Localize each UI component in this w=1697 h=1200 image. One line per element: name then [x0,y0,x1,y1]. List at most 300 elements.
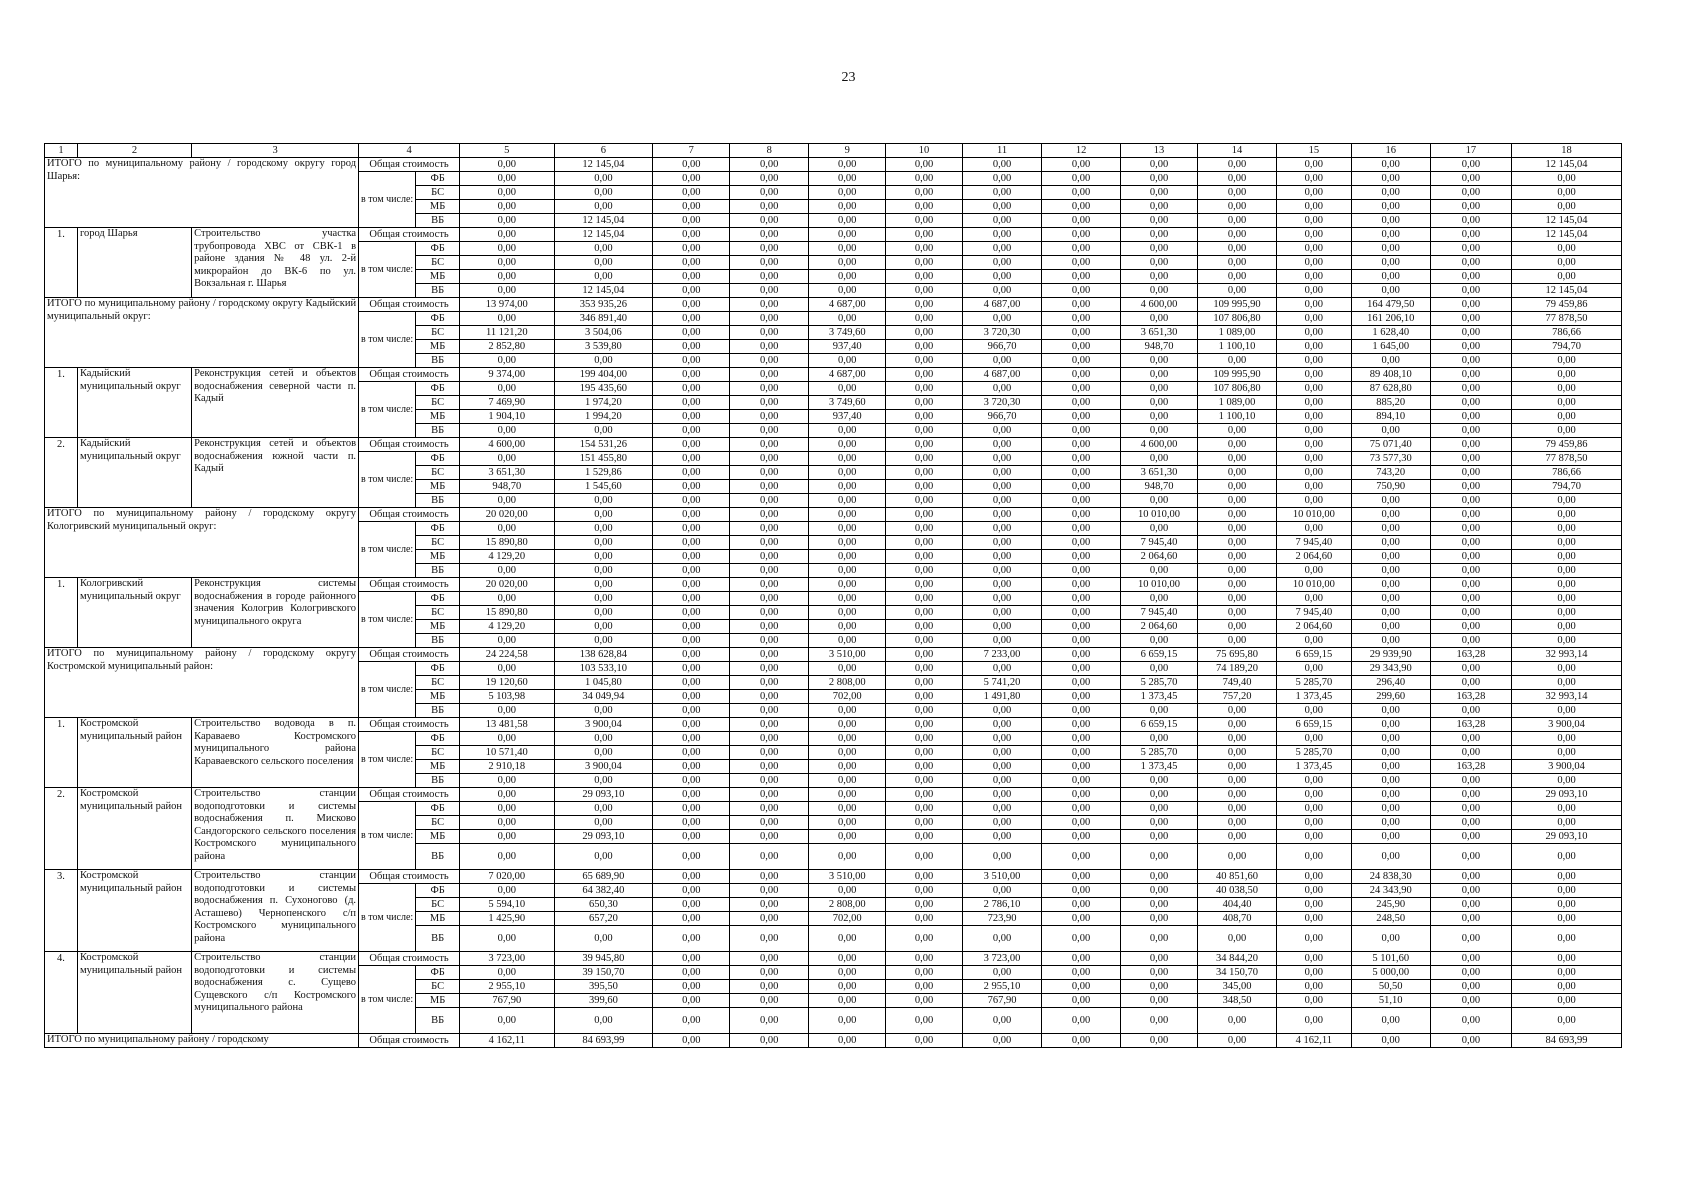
value-cell: 151 455,80 [554,452,653,466]
value-cell: 13 481,58 [460,718,554,732]
funding-source: МБ [416,760,460,774]
value-cell: 0,00 [809,994,886,1008]
value-cell: 2 064,60 [1121,550,1198,564]
value-cell: 0,00 [1351,242,1430,256]
value-cell: 894,10 [1351,410,1430,424]
value-cell: 0,00 [809,284,886,298]
value-cell: 163,28 [1430,690,1511,704]
value-cell: 0,00 [1197,354,1276,368]
value-cell: 0,00 [962,718,1041,732]
funding-source: ВБ [416,424,460,438]
value-cell: 0,00 [460,816,554,830]
value-cell: 0,00 [962,214,1041,228]
value-cell: 0,00 [1430,676,1511,690]
funding-source: ВБ [416,494,460,508]
value-cell: 0,00 [886,746,963,760]
funding-source: МБ [416,690,460,704]
value-cell: 0,00 [460,382,554,396]
value-cell: 0,00 [1042,620,1121,634]
value-cell: 3 504,06 [554,326,653,340]
value-cell: 0,00 [554,522,653,536]
value-cell: 29 093,10 [1512,788,1622,802]
funding-source: МБ [416,620,460,634]
value-cell: 0,00 [554,270,653,284]
value-cell: 0,00 [730,774,809,788]
value-cell: 0,00 [1430,844,1511,870]
value-cell: 0,00 [460,158,554,172]
item-number: 1. [45,368,78,438]
value-cell: 0,00 [886,1008,963,1034]
value-cell: 353 935,26 [554,298,653,312]
value-cell: 0,00 [730,284,809,298]
value-cell: 0,00 [1197,536,1276,550]
funding-source: ВБ [416,926,460,952]
value-cell: 107 806,80 [1197,382,1276,396]
value-cell: 29 093,10 [554,788,653,802]
value-cell: 0,00 [1277,802,1352,816]
value-cell: 0,00 [962,732,1041,746]
value-cell: 0,00 [460,844,554,870]
value-cell: 0,00 [1042,1034,1121,1048]
value-cell: 0,00 [1197,760,1276,774]
value-cell: 0,00 [886,270,963,284]
funding-source: МБ [416,912,460,926]
value-cell: 0,00 [1277,382,1352,396]
value-cell: 0,00 [1430,228,1511,242]
value-cell: 0,00 [653,494,730,508]
value-cell: 0,00 [653,410,730,424]
value-cell: 0,00 [962,536,1041,550]
value-cell: 6 659,15 [1277,718,1352,732]
value-cell: 0,00 [1512,606,1622,620]
value-cell: 0,00 [1197,802,1276,816]
value-cell: 0,00 [1277,354,1352,368]
value-cell: 0,00 [1512,256,1622,270]
value-cell: 0,00 [809,980,886,994]
value-cell: 0,00 [1277,368,1352,382]
value-cell: 0,00 [1512,578,1622,592]
value-cell: 0,00 [460,242,554,256]
value-cell: 0,00 [1121,952,1198,966]
value-cell: 0,00 [809,382,886,396]
value-cell: 0,00 [1042,550,1121,564]
value-cell: 4 687,00 [962,298,1041,312]
value-cell: 0,00 [1351,284,1430,298]
value-cell: 0,00 [1042,242,1121,256]
column-header: 1 [45,144,78,158]
value-cell: 0,00 [1277,298,1352,312]
value-cell: 0,00 [1512,870,1622,884]
value-cell: 0,00 [653,438,730,452]
value-cell: 50,50 [1351,980,1430,994]
value-cell: 0,00 [1277,522,1352,536]
value-cell: 0,00 [1351,760,1430,774]
value-cell: 0,00 [1121,816,1198,830]
value-cell: 0,00 [1277,788,1352,802]
value-cell: 0,00 [653,926,730,952]
value-cell: 0,00 [460,522,554,536]
value-cell: 0,00 [809,354,886,368]
value-cell: 0,00 [1121,830,1198,844]
value-cell: 0,00 [653,634,730,648]
value-cell: 77 878,50 [1512,452,1622,466]
value-cell: 0,00 [554,926,653,952]
value-cell: 0,00 [1512,536,1622,550]
value-cell: 0,00 [1277,926,1352,952]
value-cell: 0,00 [1351,620,1430,634]
value-cell: 0,00 [809,158,886,172]
value-cell: 0,00 [1277,952,1352,966]
value-cell: 750,90 [1351,480,1430,494]
value-cell: 0,00 [886,648,963,662]
value-cell: 0,00 [1512,774,1622,788]
value-cell: 0,00 [886,550,963,564]
value-cell: 0,00 [809,634,886,648]
value-cell: 0,00 [962,746,1041,760]
value-cell: 0,00 [653,690,730,704]
funding-source: ФБ [416,172,460,186]
value-cell: 0,00 [730,662,809,676]
value-cell: 1 545,60 [554,480,653,494]
value-cell: 12 145,04 [554,158,653,172]
column-header: 5 [460,144,554,158]
value-cell: 1 994,20 [554,410,653,424]
value-cell: 0,00 [653,870,730,884]
value-cell: 0,00 [1277,270,1352,284]
value-cell: 0,00 [1121,1008,1198,1034]
object-description: Реконструкция сетей и объектов водоснабжения южной части п. Кадый [192,438,359,508]
value-cell: 0,00 [1042,912,1121,926]
value-cell: 32 993,14 [1512,648,1622,662]
value-cell: 5 741,20 [962,676,1041,690]
value-cell: 0,00 [1430,340,1511,354]
value-cell: 3 651,30 [1121,466,1198,480]
value-cell: 0,00 [1197,620,1276,634]
value-cell: 0,00 [1042,898,1121,912]
value-cell: 0,00 [886,158,963,172]
funding-source: ФБ [416,966,460,980]
value-cell: 794,70 [1512,340,1622,354]
value-cell: 0,00 [653,760,730,774]
value-cell: 3 900,04 [554,760,653,774]
value-cell: 0,00 [554,256,653,270]
value-cell: 0,00 [886,480,963,494]
value-cell: 0,00 [554,200,653,214]
value-cell: 0,00 [886,522,963,536]
value-cell: 0,00 [730,830,809,844]
value-cell: 0,00 [730,242,809,256]
value-cell: 0,00 [809,704,886,718]
funding-source: ФБ [416,242,460,256]
value-cell: 7 945,40 [1277,606,1352,620]
value-cell: 0,00 [460,830,554,844]
value-cell: 0,00 [1277,994,1352,1008]
value-cell: 723,90 [962,912,1041,926]
value-cell: 0,00 [653,746,730,760]
value-cell: 0,00 [1277,884,1352,898]
value-cell: 0,00 [653,564,730,578]
value-cell: 0,00 [1277,326,1352,340]
value-cell: 0,00 [1430,816,1511,830]
value-cell: 0,00 [1042,952,1121,966]
value-cell: 3 900,04 [1512,718,1622,732]
value-cell: 0,00 [653,242,730,256]
value-cell: 0,00 [1121,980,1198,994]
value-cell: 0,00 [886,494,963,508]
value-cell: 0,00 [1042,578,1121,592]
value-cell: 0,00 [730,732,809,746]
value-cell: 0,00 [1277,438,1352,452]
value-cell: 0,00 [1197,480,1276,494]
value-cell: 0,00 [1430,634,1511,648]
value-cell: 0,00 [1197,508,1276,522]
value-cell: 0,00 [730,172,809,186]
column-header: 3 [192,144,359,158]
value-cell: 0,00 [730,952,809,966]
value-cell: 0,00 [962,452,1041,466]
value-cell: 657,20 [554,912,653,926]
value-cell: 0,00 [460,704,554,718]
value-cell: 0,00 [809,536,886,550]
value-cell: 0,00 [1121,158,1198,172]
value-cell: 0,00 [1430,312,1511,326]
value-cell: 0,00 [886,298,963,312]
value-cell: 0,00 [554,746,653,760]
funding-source: МБ [416,200,460,214]
value-cell: 0,00 [730,550,809,564]
funding-source: ФБ [416,592,460,606]
value-cell: 1 089,00 [1197,326,1276,340]
value-cell: 0,00 [962,926,1041,952]
value-cell: 0,00 [730,870,809,884]
total-title: ИТОГО по муниципальному району / городскому [45,1034,359,1048]
value-cell: 0,00 [1042,536,1121,550]
value-cell: 395,50 [554,980,653,994]
value-cell: 0,00 [1042,760,1121,774]
item-number: 1. [45,228,78,298]
value-cell: 0,00 [1042,746,1121,760]
value-cell: 79 459,86 [1512,438,1622,452]
value-cell: 12 145,04 [554,228,653,242]
value-cell: 0,00 [653,508,730,522]
value-cell: 0,00 [730,718,809,732]
value-cell: 0,00 [1197,438,1276,452]
value-cell: 0,00 [886,816,963,830]
value-cell: 5 285,70 [1121,746,1198,760]
value-cell: 0,00 [809,774,886,788]
column-header: 18 [1512,144,1622,158]
value-cell: 0,00 [1042,690,1121,704]
value-cell: 0,00 [962,256,1041,270]
value-cell: 0,00 [1430,480,1511,494]
value-cell: 0,00 [1512,494,1622,508]
in-that-label: в том числе: [359,732,416,788]
value-cell: 408,70 [1197,912,1276,926]
value-cell: 0,00 [1277,158,1352,172]
value-cell: 0,00 [1121,228,1198,242]
value-cell: 0,00 [1430,186,1511,200]
value-cell: 0,00 [1042,214,1121,228]
value-cell: 0,00 [554,424,653,438]
value-cell: 0,00 [1430,284,1511,298]
in-that-label: в том числе: [359,452,416,508]
value-cell: 0,00 [1512,186,1622,200]
value-cell: 0,00 [1121,200,1198,214]
column-header: 2 [77,144,191,158]
value-cell: 74 189,20 [1197,662,1276,676]
value-cell: 0,00 [962,592,1041,606]
value-cell: 0,00 [1042,200,1121,214]
cost-type-total: Общая стоимость [359,298,460,312]
value-cell: 786,66 [1512,466,1622,480]
value-cell: 0,00 [1277,816,1352,830]
value-cell: 0,00 [1277,424,1352,438]
value-cell: 0,00 [653,718,730,732]
value-cell: 1 100,10 [1197,410,1276,424]
value-cell: 2 064,60 [1277,550,1352,564]
value-cell: 0,00 [1197,424,1276,438]
value-cell: 0,00 [1351,158,1430,172]
value-cell: 0,00 [1121,592,1198,606]
cost-type-total: Общая стоимость [359,508,460,522]
value-cell: 937,40 [809,410,886,424]
value-cell: 786,66 [1512,326,1622,340]
funding-source: ВБ [416,1008,460,1034]
value-cell: 0,00 [1042,256,1121,270]
value-cell: 0,00 [1042,172,1121,186]
value-cell: 0,00 [886,340,963,354]
value-cell: 0,00 [1351,718,1430,732]
value-cell: 0,00 [730,438,809,452]
value-cell: 11 121,20 [460,326,554,340]
funding-source: ФБ [416,884,460,898]
column-header: 4 [359,144,460,158]
object-description: Строительство водовода в п. Караваево Костромского муниципального района Караваевского сельского поселения [192,718,359,788]
value-cell: 948,70 [460,480,554,494]
value-cell: 0,00 [1042,830,1121,844]
value-cell: 3 723,00 [962,952,1041,966]
value-cell: 5 285,70 [1121,676,1198,690]
funding-source: ВБ [416,354,460,368]
value-cell: 1 491,80 [962,690,1041,704]
value-cell: 937,40 [809,340,886,354]
value-cell: 0,00 [730,312,809,326]
value-cell: 0,00 [1042,326,1121,340]
value-cell: 0,00 [1121,494,1198,508]
value-cell: 0,00 [1277,704,1352,718]
in-that-label: в том числе: [359,884,416,952]
column-header: 13 [1121,144,1198,158]
value-cell: 0,00 [730,494,809,508]
value-cell: 0,00 [886,802,963,816]
value-cell: 0,00 [962,844,1041,870]
value-cell: 0,00 [1512,172,1622,186]
value-cell: 0,00 [1042,354,1121,368]
value-cell: 0,00 [962,816,1041,830]
in-that-label: в том числе: [359,802,416,870]
value-cell: 4 687,00 [962,368,1041,382]
value-cell: 0,00 [1430,870,1511,884]
value-cell: 0,00 [1197,270,1276,284]
value-cell: 7 020,00 [460,870,554,884]
value-cell: 0,00 [730,690,809,704]
value-cell: 0,00 [1512,980,1622,994]
object-description: Строительство станции водоподготовки и системы водоснабжения п. Сухоногово (д. Асташево) Чернопенского с/п Костромского муниципального района [192,870,359,952]
value-cell: 0,00 [1351,354,1430,368]
funding-source: ФБ [416,452,460,466]
value-cell: 0,00 [460,312,554,326]
value-cell: 0,00 [1351,522,1430,536]
value-cell: 3 510,00 [809,870,886,884]
value-cell: 0,00 [1277,172,1352,186]
value-cell: 0,00 [1042,844,1121,870]
value-cell: 0,00 [1512,732,1622,746]
value-cell: 0,00 [962,186,1041,200]
value-cell: 0,00 [730,536,809,550]
value-cell: 0,00 [730,606,809,620]
value-cell: 0,00 [1512,926,1622,952]
value-cell: 0,00 [962,774,1041,788]
value-cell: 0,00 [653,270,730,284]
value-cell: 0,00 [1042,648,1121,662]
value-cell: 0,00 [962,634,1041,648]
value-cell: 3 651,30 [460,466,554,480]
value-cell: 0,00 [809,592,886,606]
value-cell: 0,00 [460,186,554,200]
cost-type-total: Общая стоимость [359,648,460,662]
cost-type-total: Общая стоимость [359,578,460,592]
value-cell: 10 010,00 [1121,578,1198,592]
value-cell: 0,00 [962,966,1041,980]
district-name: Костромской муниципальный район [77,952,191,1034]
value-cell: 34 844,20 [1197,952,1276,966]
value-cell: 0,00 [1512,396,1622,410]
value-cell: 0,00 [653,382,730,396]
value-cell: 0,00 [1430,424,1511,438]
value-cell: 0,00 [653,606,730,620]
value-cell: 0,00 [653,676,730,690]
value-cell: 0,00 [1351,228,1430,242]
funding-source: ВБ [416,774,460,788]
value-cell: 0,00 [460,966,554,980]
value-cell: 0,00 [1430,564,1511,578]
value-cell: 0,00 [1351,830,1430,844]
value-cell: 0,00 [1277,662,1352,676]
value-cell: 0,00 [962,578,1041,592]
value-cell: 3 723,00 [460,952,554,966]
value-cell: 0,00 [460,270,554,284]
value-cell: 0,00 [1121,926,1198,952]
value-cell: 1 045,80 [554,676,653,690]
value-cell: 0,00 [1351,634,1430,648]
funding-source: МБ [416,994,460,1008]
value-cell: 0,00 [653,536,730,550]
value-cell: 0,00 [886,830,963,844]
value-cell: 0,00 [1430,966,1511,980]
value-cell: 7 945,40 [1121,606,1198,620]
value-cell: 346 891,40 [554,312,653,326]
funding-source: ФБ [416,522,460,536]
value-cell: 0,00 [886,926,963,952]
value-cell: 0,00 [1277,980,1352,994]
value-cell: 0,00 [886,966,963,980]
value-cell: 5 594,10 [460,898,554,912]
value-cell: 2 955,10 [460,980,554,994]
cost-type-total: Общая стоимость [359,952,460,966]
value-cell: 0,00 [1121,844,1198,870]
value-cell: 0,00 [1197,718,1276,732]
value-cell: 0,00 [1351,200,1430,214]
